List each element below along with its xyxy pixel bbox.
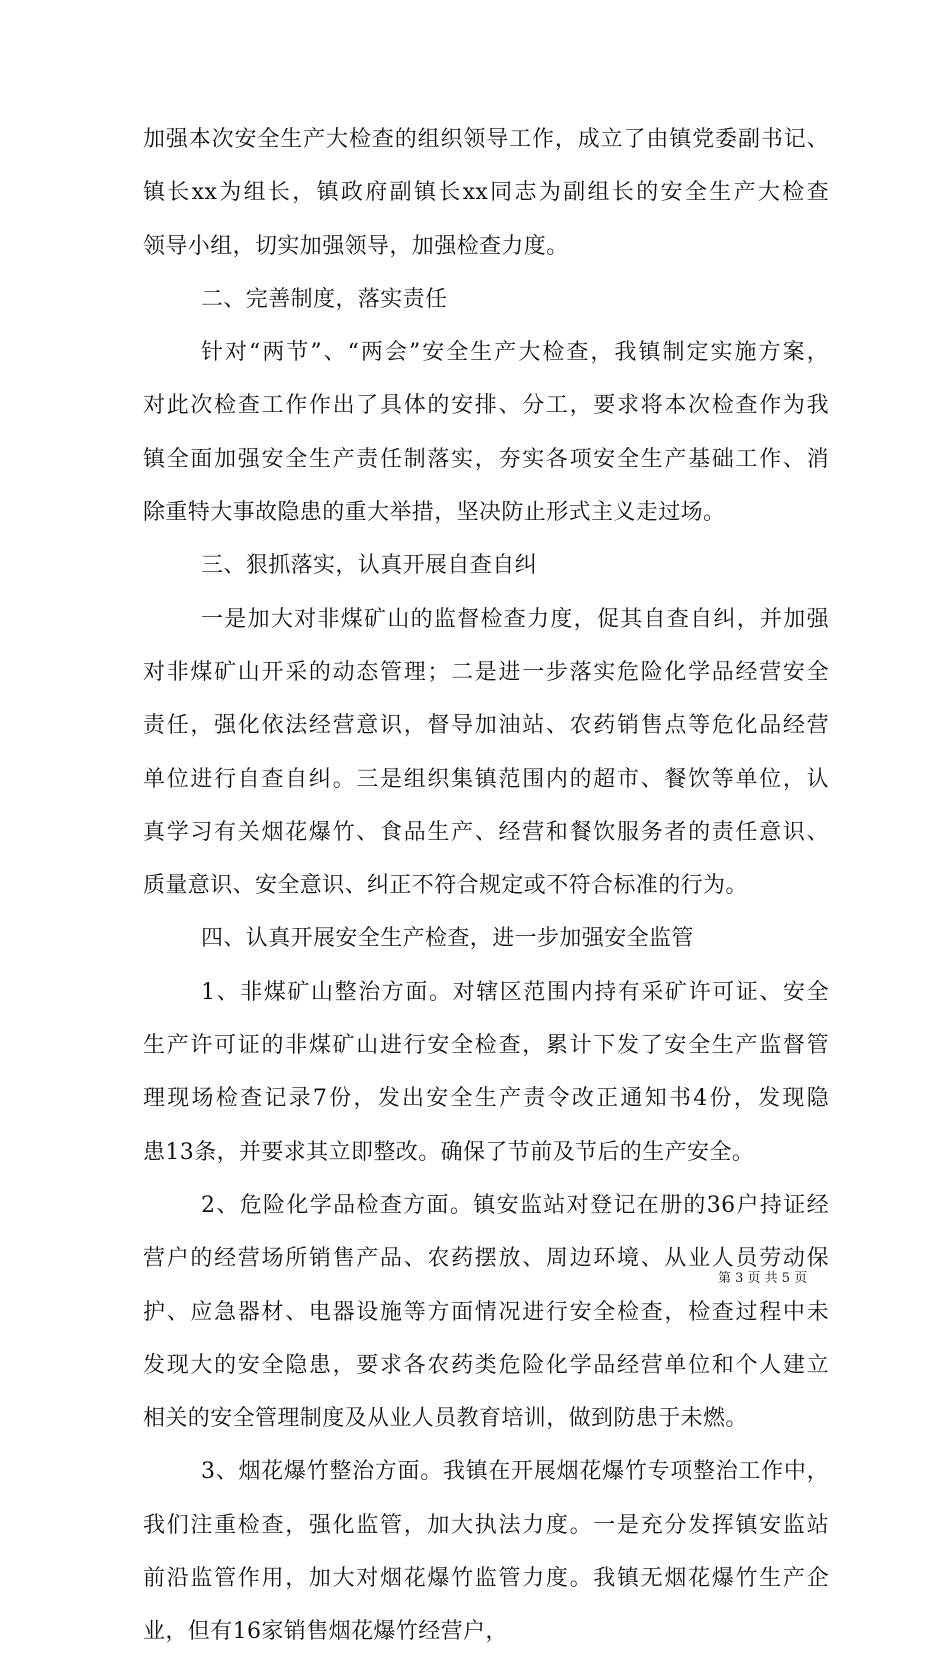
text-line: 生产许可证的非煤矿山进行安全检查，累计下发了安全生产监督管 xyxy=(143,1033,829,1059)
text-line: 四、认真开展安全生产检查，进一步加强安全监管 xyxy=(201,926,694,952)
document-body xyxy=(143,113,829,1659)
text-line: 二、完善制度，落实责任 xyxy=(201,286,448,312)
text-line: 前沿监管作用，加大对烟花爆竹监管力度。我镇无烟花爆竹生产企 xyxy=(143,1566,829,1592)
text-line: 对此次检查工作作出了具体的安排、分工，要求将本次检查作为我 xyxy=(143,393,829,419)
text-line: 单位进行自查自纠。三是组织集镇范围内的超市、餐饮等单位，认 xyxy=(143,766,829,792)
text-line: 理现场检查记录7份，发出安全生产责令改正通知书4份，发现隐 xyxy=(143,1086,829,1112)
text-line: 2、危险化学品检查方面。镇安监站对登记在册的36户持证经 xyxy=(201,1192,829,1218)
text-line: 镇长xx为组长，镇政府副镇长xx同志为副组长的安全生产大检查 xyxy=(143,180,829,206)
text-line: 责任，强化依法经营意识，督导加油站、农药销售点等危化品经营 xyxy=(143,713,829,739)
text-line: 镇全面加强安全生产责任制落实，夯实各项安全生产基础工作、消 xyxy=(143,446,829,472)
text-line: 对非煤矿山开采的动态管理；二是进一步落实危险化学品经营安全 xyxy=(143,659,829,685)
page-number: 第 3 页 共 5 页 xyxy=(718,1271,808,1286)
text-line: 真学习有关烟花爆竹、食品生产、经营和餐饮服务者的责任意识、 xyxy=(143,819,829,845)
text-line: 针对“两节”、“两会”安全生产大检查，我镇制定实施方案， xyxy=(201,340,829,366)
text-line: 除重特大事故隐患的重大举措，坚决防止形式主义走过场。 xyxy=(143,500,726,526)
text-line: 营户的经营场所销售产品、农药摆放、周边环境、从业人员劳动保 xyxy=(143,1246,829,1272)
text-line: 质量意识、安全意识、纠正不符合规定或不符合标准的行为。 xyxy=(143,873,748,899)
text-line: 加强本次安全生产大检查的组织领导工作，成立了由镇党委副书记、 xyxy=(143,127,829,152)
text-line: 业，但有16家销售烟花爆竹经营户， xyxy=(143,1619,508,1645)
text-line: 领导小组，切实加强领导，加强检查力度。 xyxy=(143,233,569,259)
text-line: 一是加大对非煤矿山的监督检查力度，促其自查自纠，并加强 xyxy=(201,606,829,632)
text-line: 1、非煤矿山整治方面。对辖区范围内持有采矿许可证、安全 xyxy=(201,979,829,1005)
text-line: 我们注重检查，强化监管，加大执法力度。一是充分发挥镇安监站 xyxy=(143,1512,829,1538)
text-line: 3、烟花爆竹整治方面。我镇在开展烟花爆竹专项整治工作中， xyxy=(201,1459,829,1485)
text-line: 三、狠抓落实，认真开展自查自纠 xyxy=(201,553,538,579)
text-line: 护、应急器材、电器设施等方面情况进行安全检查，检查过程中未 xyxy=(143,1299,829,1325)
text-line: 发现大的安全隐患，要求各农药类危险化学品经营单位和个人建立 xyxy=(143,1352,829,1378)
text-line: 相关的安全管理制度及从业人员教育培训，做到防患于未燃。 xyxy=(143,1406,748,1432)
text-line: 患13条，并要求其立即整改。确保了节前及节后的生产安全。 xyxy=(143,1139,755,1165)
